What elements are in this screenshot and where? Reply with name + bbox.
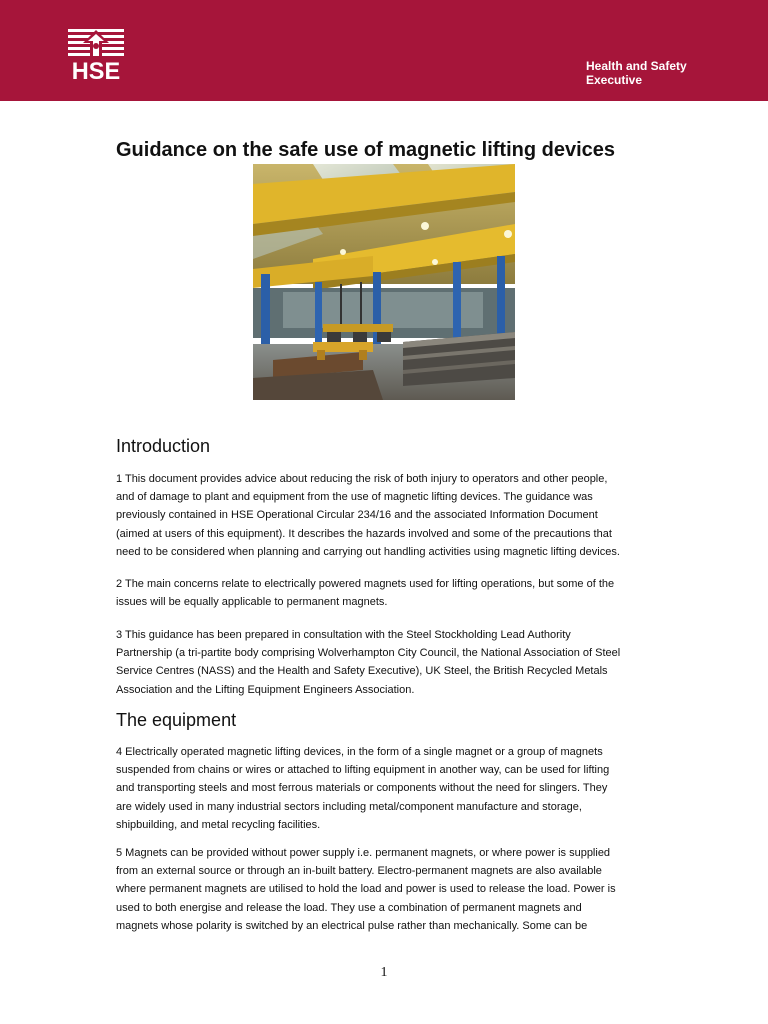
paragraph-line: Association and the Lifting Equipment Engineers Association. <box>116 683 415 696</box>
paragraph-3 <box>116 626 656 699</box>
paragraph-line: Partnership (a tri-partite body comprising Wolverhampton City Council, the National Association of Steel <box>116 647 621 660</box>
paragraph-line: 5 Magnets can be provided without power supply i.e. permanent magnets, or where power is supplied <box>116 847 611 859</box>
paragraph-line: shipbuilding, and metal recycling facilities. <box>116 818 321 831</box>
page-number: 1 <box>380 965 388 980</box>
organisation-name <box>586 59 736 87</box>
paragraph-line: magnets whose polarity is switched by an electrical pulse rather than mechanically. Some can be <box>116 919 588 932</box>
header-banner <box>0 0 768 101</box>
paragraph-line: Service Centres (NASS) and the Health and Safety Executive), UK Steel, the British Recycled Metals <box>116 665 608 678</box>
paragraph-line: 3 This guidance has been prepared in consultation with the Steel Stockholding Lead Authority <box>116 629 571 641</box>
org-name-line-1: Health and Safety <box>586 59 687 73</box>
hse-logo[interactable] <box>66 29 126 85</box>
industrial-crane-illustration <box>253 164 515 400</box>
paragraph-line: and of damage to plant and equipment from the use of magnetic lifting devices. The guidance was <box>116 491 593 504</box>
paragraph-line: previously contained in HSE Operational Circular 234/16 and the associated Information Document <box>116 509 598 522</box>
paragraph-line: where permanent magnets are utilised to hold the load and power is used to release the load. Power is <box>116 883 616 896</box>
paragraph-line: used to both energise and release the load. They use a combination of permanent magnets and <box>116 901 582 914</box>
hse-logo-emblem-icon <box>68 29 124 59</box>
paragraph-line: 2 The main concerns relate to electrically powered magnets used for lifting operations, but some of the <box>116 578 615 590</box>
warehouse-photo <box>253 164 515 400</box>
paragraph-5 <box>116 844 656 935</box>
paragraph-4 <box>116 743 656 834</box>
document-title: Guidance on the safe use of magnetic lifting devices <box>116 139 616 161</box>
paragraph-line: need to be considered when planning and carrying out handling activities using magnetic lifting devices. <box>116 545 620 558</box>
section-heading-introduction: Introduction <box>116 436 211 456</box>
paragraph-line: suspended from chains or wires or attached to lifting equipment in another way, can be used for lifting <box>116 764 610 777</box>
section-heading-the-equipment: The equipment <box>116 710 237 730</box>
org-name-line-2: Executive <box>586 73 643 87</box>
paragraph-2 <box>116 575 656 611</box>
paragraph-line: 4 Electrically operated magnetic lifting devices, in the form of a single magnet or a group of magnets <box>116 746 603 758</box>
paragraph-line: issues will be equally applicable to permanent magnets. <box>116 596 388 609</box>
paragraph-1 <box>116 470 656 561</box>
paragraph-line: from an external source or through an in-built battery. Electro-permanent magnets are also available <box>116 865 602 878</box>
paragraph-line: 1 This document provides advice about reducing the risk of both injury to operators and other people, <box>116 473 608 485</box>
paragraph-line: and transporting steels and most ferrous materials or components without the need for slingers. They <box>116 782 608 795</box>
logo-text: HSE <box>71 58 121 85</box>
paragraph-line: (aimed at users of this equipment). It describes the hazards involved and some of the precautions that <box>116 527 612 540</box>
paragraph-line: are widely used in many industrial sectors including metal/component manufacture and storage, <box>116 800 582 813</box>
